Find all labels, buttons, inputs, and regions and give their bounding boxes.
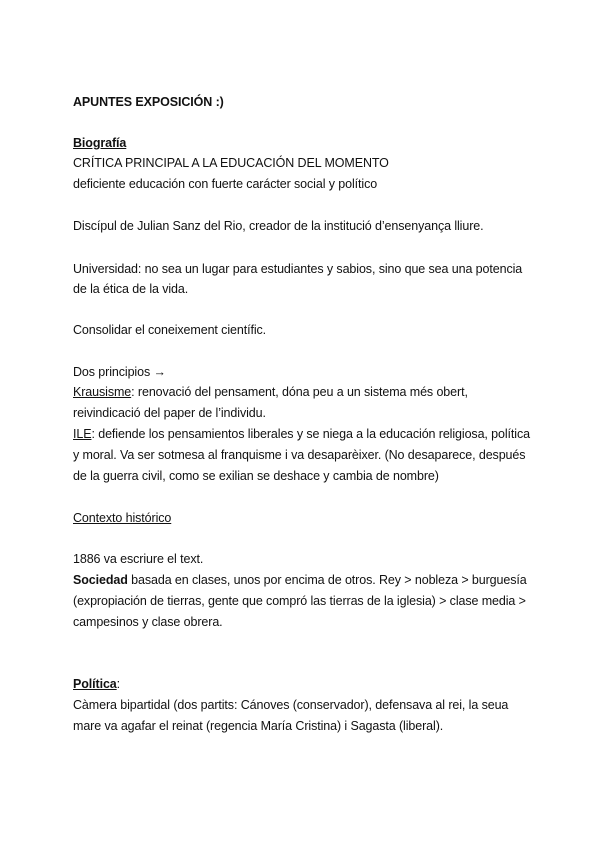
- doc-title: APUNTES EXPOSICIÓN :): [73, 95, 224, 109]
- consolidar-line: Consolidar el coneixement científic.: [73, 323, 267, 337]
- politica-heading-line: [73, 676, 120, 692]
- contexto-heading: Contexto histórico: [73, 511, 172, 525]
- universidad-line-1: Universidad: no sea un lugar para estudiantes y sabios, sino que sea una potencia: [73, 262, 523, 276]
- politica-line-1: Càmera bipartidal (dos partits: Cánoves (conservador), defensava al rei, la seua: [73, 698, 509, 712]
- ile-text: : defiende los pensamientos liberales y se niega a la educación religiosa, política: [91, 427, 530, 441]
- sociedad-line: [73, 572, 527, 588]
- biografia-heading: Biografía: [73, 136, 127, 150]
- politica-colon: :: [116, 677, 121, 691]
- dos-principios-line: Dos principios →: [73, 365, 166, 379]
- deficiente-line: deficiente educación con fuerte carácter social y político: [73, 177, 378, 191]
- ile-line-3: de la guerra civil, como se exilian se deshace y cambia de nombre): [73, 469, 439, 483]
- discipul-line: Discípul de Julian Sanz del Rio, creador de la institució d’ensenyança lliure.: [73, 219, 484, 233]
- critica-line: CRÍTICA PRINCIPAL A LA EDUCACIÓN DEL MOMENTO: [73, 156, 389, 170]
- year-line: 1886 va escriure el text.: [73, 552, 204, 566]
- krausisme-line-2: reivindicació del paper de l’individu.: [73, 406, 266, 420]
- sociedad-label: Sociedad: [73, 573, 128, 587]
- politica-line-2: mare va agafar el reinat (regencia María Cristina) i Sagasta (liberal).: [73, 719, 444, 733]
- sociedad-line-2: (expropiación de tierras, gente que compró las tierras de la iglesia) > clase media >: [73, 594, 526, 608]
- sociedad-line-3: campesinos y clase obrera.: [73, 615, 223, 629]
- universidad-line-2: de la ética de la vida.: [73, 282, 189, 296]
- ile-line-2: y moral. Va ser sotmesa al franquisme i va desaparèixer. (No desaparece, después: [73, 448, 526, 462]
- krausisme-text: : renovació del pensament, dóna peu a un sistema més obert,: [131, 385, 468, 399]
- ile-label: ILE: [73, 427, 92, 441]
- politica-label: Política: [73, 677, 117, 691]
- sociedad-text: basada en clases, unos por encima de otros. Rey > nobleza > burguesía: [127, 573, 527, 587]
- krausisme-line: [73, 384, 468, 400]
- krausisme-label: Krausisme: [73, 385, 132, 399]
- ile-line: [73, 426, 530, 442]
